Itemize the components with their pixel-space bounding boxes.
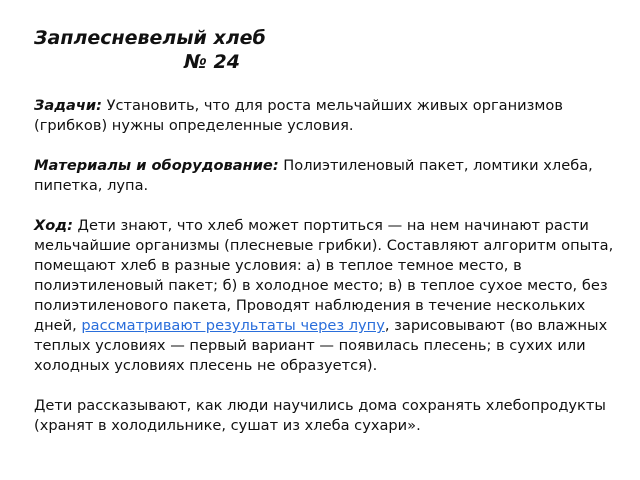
tasks-paragraph xyxy=(34,96,624,136)
materials-text: Полиэтиленовый пакет, ломтики хлеба, пипетка, лупа. xyxy=(34,157,593,194)
tasks-label: Задачи: xyxy=(34,97,102,114)
procedure-text-after-link: , зарисовывают (во влажных теплых условиях — первый вариант — появилась плесень; в сухих или холодных условиях плесень не образуется). xyxy=(34,317,608,374)
materials-paragraph xyxy=(34,156,624,196)
tasks-text: Установить, что для роста мельчайших живых организмов (грибков) нужны определенные условия. xyxy=(34,97,563,134)
closing-paragraph: Дети рассказывают, как люди научились дома сохранять хлебопродукты (хранят в холодильнике, сушат из хлеба сухари». xyxy=(34,397,606,434)
procedure-label: Ход: xyxy=(34,217,73,234)
procedure-paragraph xyxy=(34,216,624,376)
document-title: Заплесневелый хлеб xyxy=(34,27,266,49)
document-number: № 24 xyxy=(184,51,240,73)
materials-label: Материалы и оборудование: xyxy=(34,157,279,174)
procedure-text-before-link: Дети знают, что хлеб может портиться — на нем начинают расти мельчайшие организмы (плесневые грибки). Составляют алгоритм опыта, помещают хлеб в разные условия: а) в теплое темное место, в полиэтиленовый пакет; б) в холодное место; в) в теплое сухое место, без полиэтиленового пакета, Проводят наблюдения в течение нескольких дней, xyxy=(34,217,614,334)
procedure-link[interactable]: рассматривают результаты через лупу xyxy=(81,317,385,334)
